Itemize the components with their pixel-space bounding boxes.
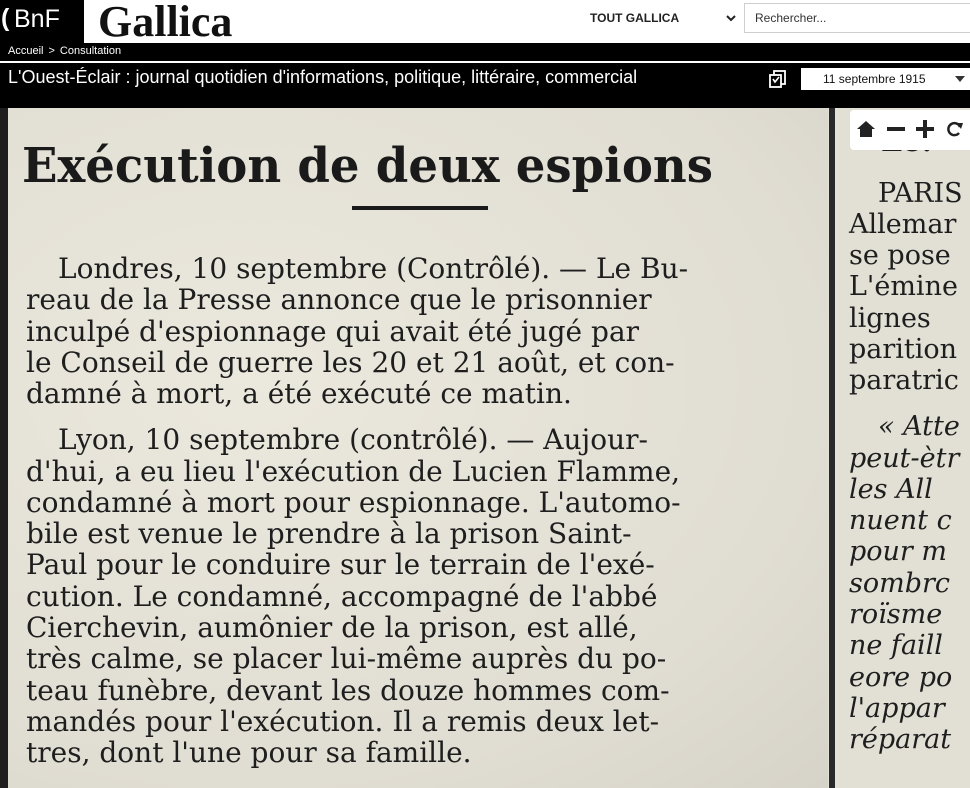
search-scope-select[interactable] <box>580 4 740 32</box>
right-column-line: ne faill <box>849 630 943 661</box>
article-line: Cierchevin, aumônier de la prison, est allé, <box>26 611 638 644</box>
right-column-line: sombrc <box>849 568 951 599</box>
article-line: condamné à mort pour espionnage. L'automo- <box>26 486 681 519</box>
right-column-line: paratric <box>849 365 959 396</box>
right-column-line: « Atte <box>878 411 960 442</box>
breadcrumb-home-link[interactable]: Accueil <box>8 45 44 57</box>
article-line: d'hui, a eu lieu l'exécution de Lucien Flamme, <box>26 455 681 488</box>
home-icon[interactable] <box>855 118 877 140</box>
right-column-line: nuent c <box>849 505 952 536</box>
right-column-line: parition <box>849 334 958 365</box>
issue-date-label: 11 septembre 1915 <box>823 72 926 86</box>
article-line: mandés pour l'exécution. Il a remis deux let- <box>26 705 660 738</box>
viewer-toolbar <box>850 110 970 150</box>
bnf-label: BnF <box>14 5 60 33</box>
right-column-line: peut-ètr <box>849 443 960 474</box>
zoom-out-icon[interactable] <box>885 118 907 140</box>
article-line: teau funèbre, devant les douze hommes com- <box>26 674 670 707</box>
breadcrumb <box>8 45 121 59</box>
right-column-line: PARIS <box>878 178 963 209</box>
document-title: L'Ouest-Éclair : journal quotidien d'informations, politique, littéraire, commercial <box>8 67 638 87</box>
right-column-line: pour m <box>849 536 948 567</box>
document-viewer[interactable] <box>0 108 970 788</box>
issue-date-select[interactable] <box>801 68 970 90</box>
caret-down-icon <box>955 76 965 82</box>
article-line: Londres, 10 septembre (Contrôlé). — Le Bu- <box>58 252 689 285</box>
right-column-line: L'émine <box>849 271 958 302</box>
header-divider <box>0 61 970 63</box>
right-column-line: lignes <box>849 303 931 334</box>
right-column-line: se pose <box>849 240 951 271</box>
copy-page-icon[interactable] <box>768 69 788 89</box>
article-line: cution. Le condamné, accompagné de l'abbé <box>26 580 658 613</box>
breadcrumb-separator: > <box>48 45 55 57</box>
right-column-line: l'appar <box>849 693 945 724</box>
chevron-down-icon <box>724 11 738 25</box>
column-rule <box>829 108 835 788</box>
top-header <box>0 0 970 46</box>
bnf-mark-icon: ( <box>1 4 9 32</box>
right-column-line: roïsme <box>849 599 943 630</box>
rotate-icon[interactable] <box>944 118 966 140</box>
right-column-line: les All <box>849 474 933 505</box>
headline-underline <box>352 206 488 210</box>
gallica-logo[interactable]: Gallica <box>98 0 233 46</box>
right-column-line: Allemar <box>849 209 957 240</box>
search-box[interactable] <box>744 3 970 33</box>
article-line: inculpé d'espionnage qui avait été jugé par <box>26 315 640 348</box>
bnf-logo[interactable] <box>0 0 84 43</box>
search-scope-label: TOUT GALLICA <box>590 11 680 25</box>
article-headline: Exécution de deux espions <box>22 138 713 194</box>
search-input[interactable] <box>755 4 960 32</box>
breadcrumb-current[interactable]: Consultation <box>59 45 122 57</box>
article-line: damné à mort, a été exécuté ce matin. <box>26 377 572 410</box>
article-line: tres, dont l'une pour sa famille. <box>26 736 472 769</box>
right-column-line: réparat <box>849 724 952 755</box>
article-line: Lyon, 10 septembre (contrôlé). — Aujour- <box>58 423 648 456</box>
right-column-line: eore po <box>849 662 953 693</box>
article-line: Paul pour le conduire sur le terrain de l'exé- <box>26 548 655 581</box>
article-line: reau de la Presse annonce que le prisonnier <box>26 283 652 316</box>
page-left-edge <box>0 108 8 788</box>
article-line: le Conseil de guerre les 20 et 21 août, et con- <box>26 346 675 379</box>
article-line: bile est venue le prendre à la prison Saint- <box>26 517 632 550</box>
zoom-in-icon[interactable] <box>914 118 936 140</box>
article-line: très calme, se placer lui-même auprès du po- <box>26 642 667 675</box>
